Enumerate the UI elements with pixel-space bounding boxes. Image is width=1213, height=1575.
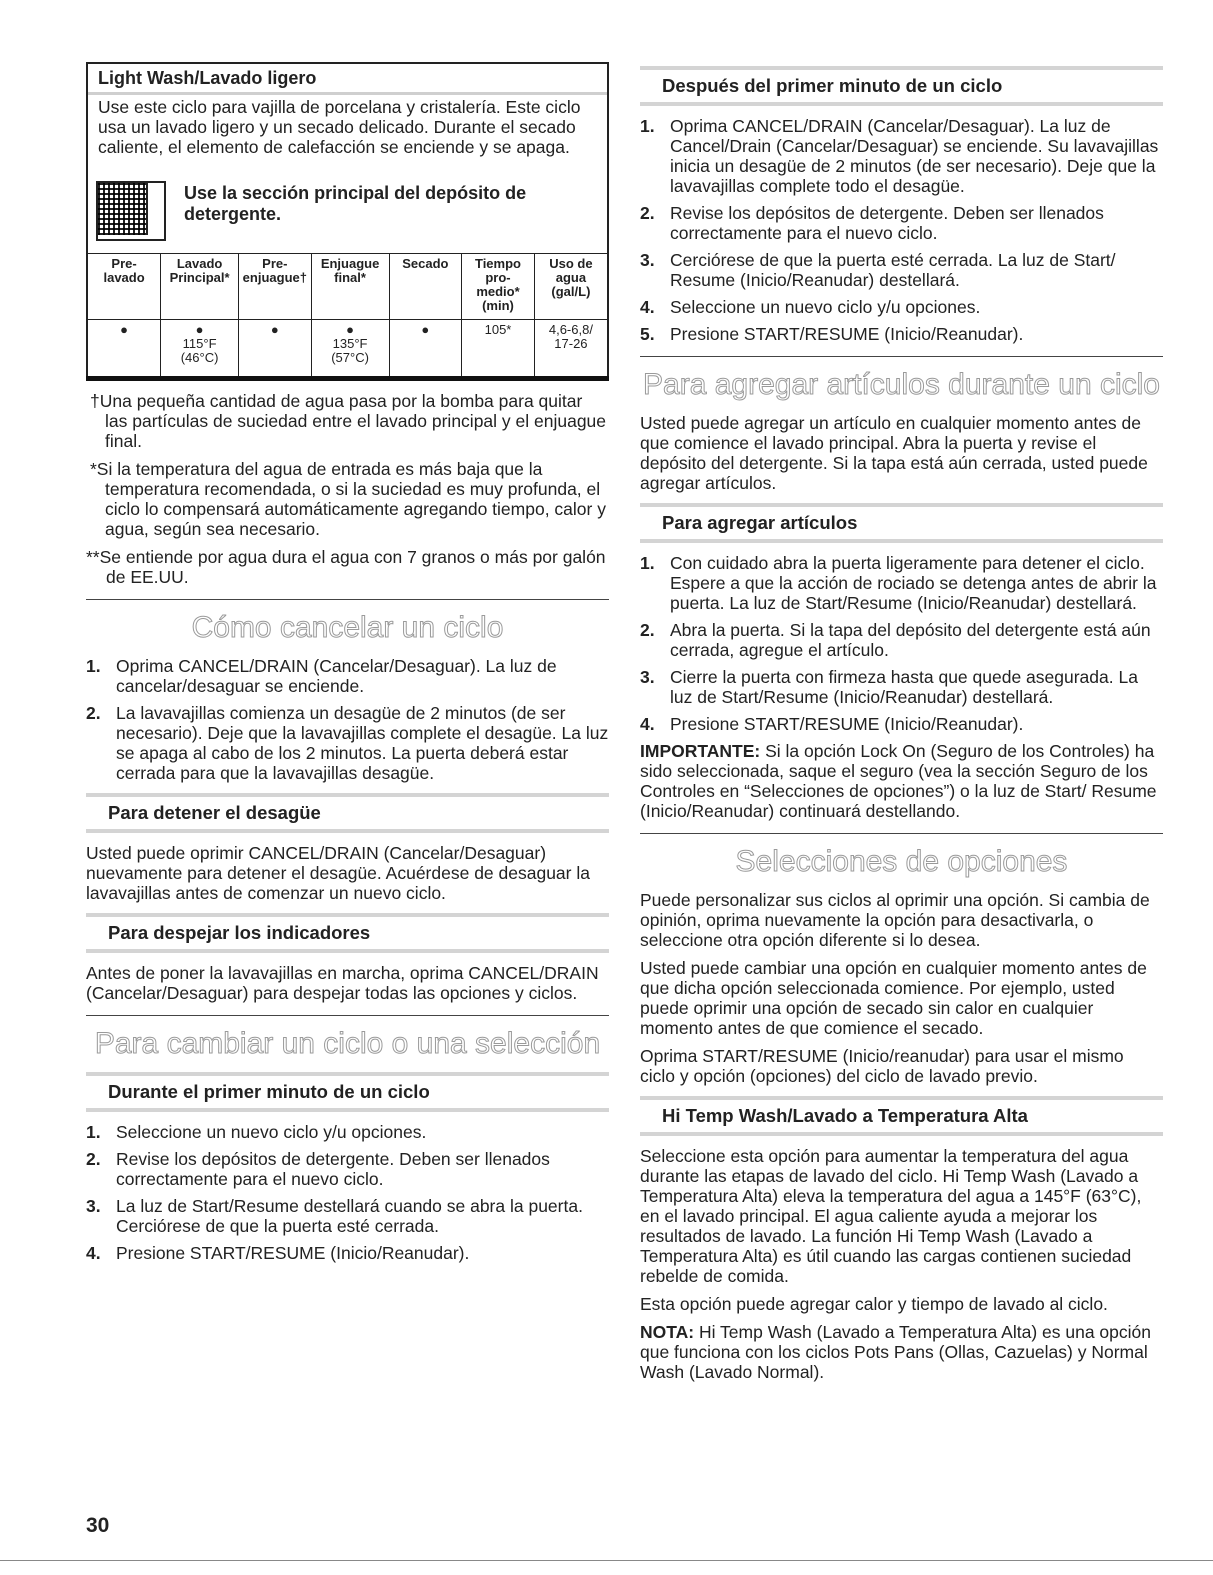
add-section-title: Para agregar artículos durante un ciclo [643, 368, 1160, 401]
detergent-text: Use la sección principal del depósito de detergente. [184, 183, 527, 224]
stop-drain-title: Para detener el desagüe [86, 793, 609, 833]
hitemp-title: Hi Temp Wash/Lavado a Temperatura Alta [640, 1096, 1163, 1136]
table-cell: ● [120, 322, 128, 337]
first-minute-title: Durante el primer minuto de un ciclo [86, 1072, 609, 1112]
footnote-asterisk: *Si la temperatura del agua de entrada es más baja que la temperatura recomendada, o si la suciedad es muy profunda, el ciclo lo compensará automáticamente agregando tiempo, calor y agua, según sea necesario. [90, 459, 606, 539]
light-wash-intro: Use este ciclo para vajilla de porcelana y cristalería. Este ciclo usa un lavado ligero y un secado delicado. Durante el secado caliente, el elemento de calefacción se enciende y se apaga. [98, 97, 581, 157]
list-item: 4. Seleccione un nuevo ciclo y/u opciones. [640, 297, 981, 317]
options-p3: Oprima START/RESUME (Inicio/reanudar) para usar el mismo ciclo y opción (opciones) del ciclo de lavado previo. [640, 1046, 1124, 1086]
table-header-cell: Pre- enjuague† [239, 254, 312, 320]
cancel-section-title: Cómo cancelar un ciclo [191, 611, 504, 644]
table-header-cell: Lavado Principal* [161, 254, 239, 320]
after-minute-steps [640, 116, 1163, 344]
divider [640, 833, 1163, 834]
important-note: IMPORTANTE: Si la opción Lock On (Seguro de los Controles) ha sido seleccionada, saque el seguro (vea la sección Seguro de los Controles en “Selecciones de opciones”) o la luz de Start/ Resume (Inicio/Reanudar) continuará destellando. [640, 741, 1157, 821]
list-item: 4. Presione START/RESUME (Inicio/Reanudar). [86, 1243, 470, 1263]
list-item: 2. Revise los depósitos de detergente. Deben ser llenados correctamente para el nuevo ciclo. [640, 203, 1104, 243]
table-header-cell: Enjuague final* [311, 254, 389, 320]
divider [86, 1015, 609, 1016]
table-header-cell: Pre- lavado [88, 254, 161, 320]
table-header-cell: Tiempo pro- medio* (min) [462, 254, 535, 320]
right-column [640, 66, 1163, 1390]
table-cell: ● [389, 320, 462, 377]
change-section-title: Para cambiar un ciclo o una selección [94, 1027, 601, 1060]
divider [86, 599, 609, 600]
cancel-steps [86, 656, 609, 783]
list-item: 4. Presione START/RESUME (Inicio/Reanudar). [640, 714, 1024, 734]
table-cell: ● 115°F (46°C) [161, 320, 239, 377]
hitemp-p1: Seleccione esta opción para aumentar la temperatura del agua durante las etapas de lavado del ciclo. Hi Temp Wash (Lavado a Temperatura Alta) eleva la temperatura del agua a 145°F (63°C), en el lavado principal. El agua caliente ayuda a mejorar los resultados de lavado. La función Hi Temp Wash (Lavado a Temperatura Alta) es útil cuando las cargas contienen suciedad rebelde de comida. [640, 1146, 1142, 1286]
footnotes [86, 391, 609, 587]
table-cell: ● 135°F (57°C) [311, 320, 389, 377]
add-steps [640, 553, 1163, 734]
footnote-dagger: †Una pequeña cantidad de agua pasa por la bomba para quitar las partículas de suciedad entre el lavado principal y el enjuague final. [90, 391, 607, 451]
table-cell: 4,6-6,8/ 17-26 [534, 320, 607, 377]
hitemp-note: NOTA: Hi Temp Wash (Lavado a Temperatura Alta) es una opción que funciona con los ciclos Pots Pans (Ollas, Cazuelas) y Normal Wash (Lavado Normal). [640, 1322, 1151, 1382]
list-item: 2. Revise los depósitos de detergente. Deben ser llenados correctamente para el nuevo ciclo. [86, 1149, 550, 1189]
clear-indicators-text: Antes de poner la lavavajillas en marcha, oprima CANCEL/DRAIN (Cancelar/Desaguar) para despejar todas las opciones y ciclos. [86, 963, 599, 1003]
list-item: 1. Con cuidado abra la puerta ligeramente para detener el ciclo. Espere a que la acción de rociado se detenga antes de abrir la puerta. La luz de Start/Resume (Inicio/Reanudar) destellará. [640, 553, 1157, 613]
list-item: 2. Abra la puerta. Si la tapa del depósito del detergente está aún cerrada, agregue el artículo. [640, 620, 1151, 660]
list-item: 3. Cierre la puerta con firmeza hasta que quede asegurada. La luz de Start/Resume (Inicio/Reanudar) destellará. [640, 667, 1138, 707]
list-item: 1. Seleccione un nuevo ciclo y/u opciones. [86, 1122, 427, 1142]
detergent-instruction [88, 173, 607, 253]
table-header-cell: Uso de agua (gal/L) [534, 254, 607, 320]
footnote-double-asterisk: **Se entiende por agua dura el agua con 7 granos o más por galón de EE.UU. [86, 547, 606, 587]
divider [640, 356, 1163, 357]
table-header-cell: Secado [389, 254, 462, 320]
page-number: 30 [86, 1514, 110, 1537]
table-cell: 105* [462, 320, 535, 377]
list-item: 1. Oprima CANCEL/DRAIN (Cancelar/Desaguar). La luz de cancelar/desaguar se enciende. [86, 656, 557, 696]
stop-drain-text: Usted puede oprimir CANCEL/DRAIN (Cancelar/Desaguar) nuevamente para detener el desagüe. Acuérdese de desaguar la lavavajillas antes de comenzar un nuevo ciclo. [86, 843, 590, 903]
left-column [86, 62, 609, 1270]
add-items-title: Para agregar artículos [640, 503, 1163, 543]
list-item: 5. Presione START/RESUME (Inicio/Reanudar). [640, 324, 1024, 344]
light-wash-title: Light Wash/Lavado ligero [88, 62, 607, 95]
first-minute-steps [86, 1122, 609, 1263]
footer-rule [0, 1560, 1213, 1561]
options-p1: Puede personalizar sus ciclos al oprimir una opción. Si cambia de opinión, oprima nuevamente la opción para desactivarla, o seleccione otra opción diferente si lo desea. [640, 890, 1150, 950]
clear-indicators-title: Para despejar los indicadores [86, 913, 609, 953]
cycle-table [88, 253, 607, 376]
list-item: 3. La luz de Start/Resume destellará cuando se abra la puerta. Cerciórese de que la puerta esté cerrada. [86, 1196, 583, 1236]
list-item: 3. Cerciórese de que la puerta esté cerrada. La luz de Start/ Resume (Inicio/Reanudar) destellará. [640, 250, 1116, 290]
light-wash-box [86, 62, 609, 381]
table-row [88, 320, 607, 377]
box-bottom-bar [86, 376, 609, 381]
hitemp-p2: Esta opción puede agregar calor y tiempo de lavado al ciclo. [640, 1294, 1108, 1314]
after-minute-title: Después del primer minuto de un ciclo [640, 66, 1163, 106]
detergent-dispenser-icon [96, 181, 166, 241]
list-item: 1. Oprima CANCEL/DRAIN (Cancelar/Desaguar). La luz de Cancel/Drain (Cancelar/Desaguar) se enciende. Su lavavajillas inicia un desagüe de 2 minutos (de ser necesario). Deje que la lavavajillas complete todo el desagüe. [640, 116, 1159, 196]
cycle-table-header [88, 254, 607, 320]
table-cell: ● [239, 320, 312, 377]
list-item: 2. La lavavajillas comienza un desagüe de 2 minutos (de ser necesario). Deje que la lavavajillas complete el desagüe. La luz se apaga al cabo de los 2 minutos. La puerta deberá estar cerrada para que la lavavajillas desagüe. [86, 703, 609, 783]
options-section-title: Selecciones de opciones [735, 845, 1068, 878]
options-p2: Usted puede cambiar una opción en cualquier momento antes de que dicha opción seleccionada comience. Por ejemplo, usted puede oprimir una opción de secado sin calor en cualquier momento antes de que comience el secado. [640, 958, 1147, 1038]
add-intro: Usted puede agregar un artículo en cualquier momento antes de que comience el lavado principal. Abra la puerta y revise el depósito del detergente. Si la tapa está aún cerrada, usted puede agregar artículos. [640, 413, 1148, 493]
